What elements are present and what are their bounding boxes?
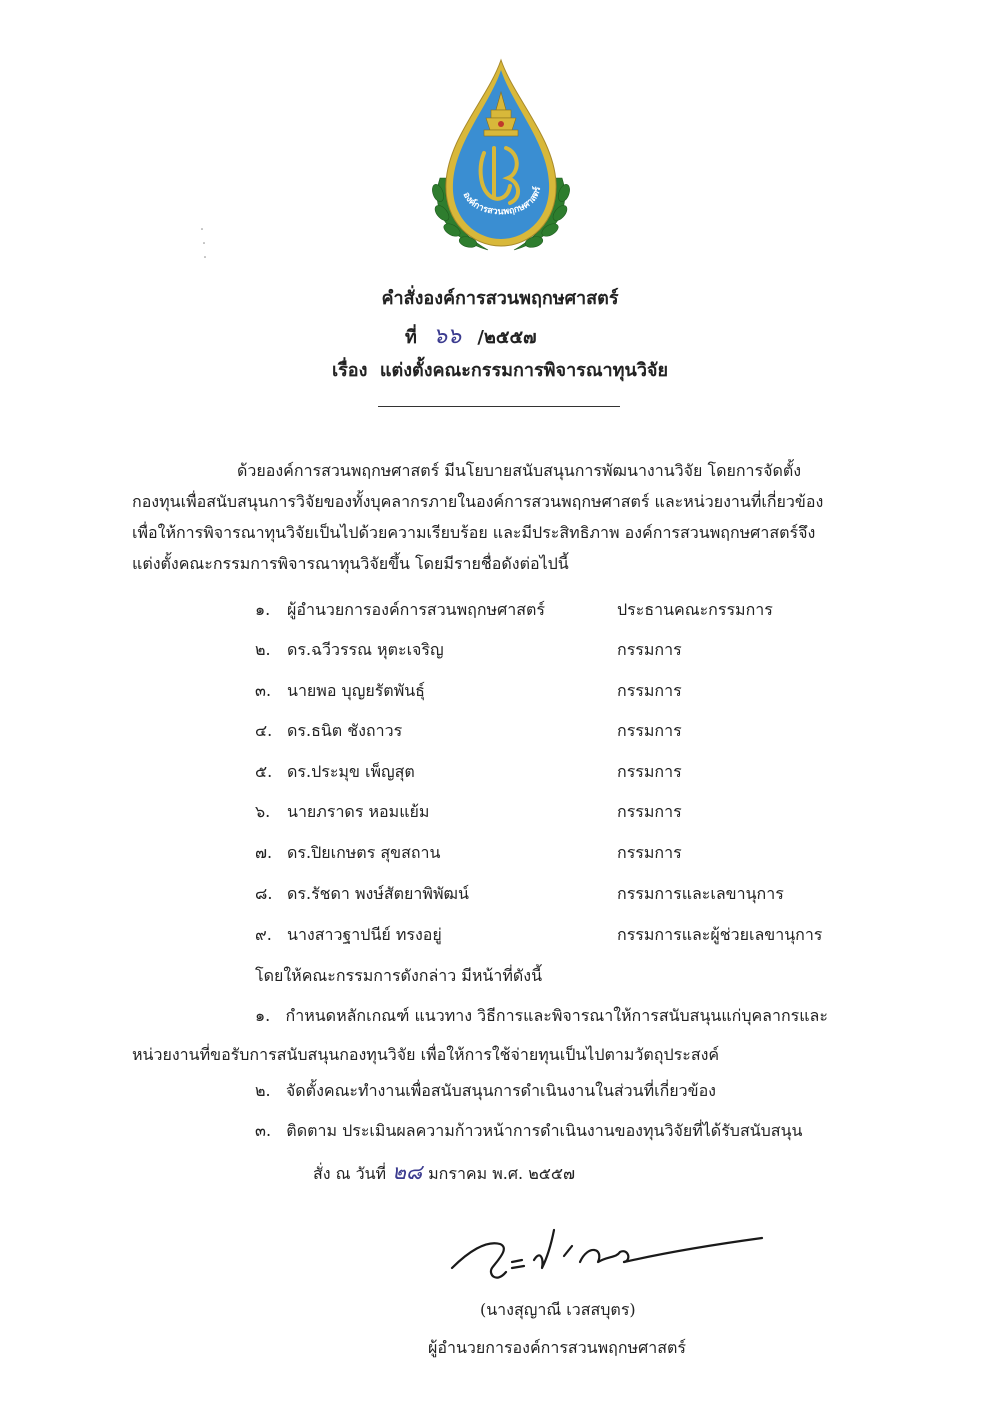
member-name: นายพอ บุญยรัตพันธุ์ <box>287 681 425 700</box>
member-number: ๗. <box>255 843 273 862</box>
member-role: กรรมการ <box>617 843 682 862</box>
member-row <box>255 719 895 749</box>
member-number: ๓. <box>255 681 272 700</box>
duty-text: กำหนดหลักเกณฑ์ แนวทาง วิธีการและพิจารณาให้การสนับสนุนแก่บุคลากรและ <box>285 1006 828 1025</box>
duty-item <box>255 1004 828 1029</box>
date-day-handwritten: ๒๘ <box>392 1160 423 1184</box>
intro-line: เพื่อให้การพิจารณาทุนวิจัยเป็นไปด้วยความเรียบร้อย และมีประสิทธิภาพ องค์การสวนพฤกษศาสตร์จึง <box>132 523 816 542</box>
member-number: ๔. <box>255 721 273 740</box>
member-role: กรรมการ <box>617 681 682 700</box>
order-title: คำสั่งองค์การสวนพฤกษศาสตร์ <box>381 288 619 309</box>
member-name: ดร.ธนิต ชังถาวร <box>287 721 403 740</box>
member-name: นางสาวฐาปนีย์ ทรงอยู่ <box>287 925 442 944</box>
member-row <box>255 679 895 709</box>
member-role: กรรมการ <box>617 640 682 659</box>
order-date <box>313 1156 575 1189</box>
order-number <box>405 318 537 353</box>
subject-text: แต่งตั้งคณะกรรมการพิจารณาทุนวิจัย <box>379 360 669 381</box>
duty-number: ๑. <box>255 1006 271 1025</box>
member-row <box>255 841 895 871</box>
member-row <box>255 638 895 668</box>
member-number: ๖. <box>255 802 271 821</box>
duty-item <box>255 1119 802 1144</box>
order-number-suffix: /๒๕๕๗ <box>477 327 537 348</box>
member-name: ดร.รัชดา พงษ์สัตยาพิพัฒน์ <box>287 884 469 903</box>
member-name: ดร.ประมุข เพ็ญสุต <box>287 762 415 781</box>
order-number-prefix: ที่ <box>405 327 417 348</box>
order-subject <box>0 355 1000 384</box>
member-number: ๕. <box>255 762 273 781</box>
member-role: กรรมการ <box>617 721 682 740</box>
intro-line: แต่งตั้งคณะกรรมการพิจารณาทุนวิจัยขึ้น โดยมีรายชื่อดังต่อไปนี้ <box>132 554 569 573</box>
member-number: ๑. <box>255 600 271 619</box>
intro-line: ด้วยองค์การสวนพฤกษศาสตร์ มีนโยบายสนับสนุนการพัฒนางานวิจัย โดยการจัดตั้ง <box>237 461 802 480</box>
duty-number: ๒. <box>255 1081 271 1100</box>
signatory-title: ผู้อำนวยการองค์การสวนพฤกษศาสตร์ <box>428 1338 686 1357</box>
date-suffix: มกราคม พ.ศ. ๒๕๕๗ <box>428 1164 576 1183</box>
member-role: ประธานคณะกรรมการ <box>617 600 773 619</box>
organization-logo-icon <box>428 58 574 258</box>
duty-item <box>255 1079 716 1104</box>
member-row <box>255 598 895 628</box>
member-role: กรรมการ <box>617 762 682 781</box>
duties-intro: โดยให้คณะกรรมการดังกล่าว มีหน้าที่ดังนี้ <box>255 966 542 985</box>
date-prefix: สั่ง ณ วันที่ <box>313 1164 387 1183</box>
member-role: กรรมการ <box>617 802 682 821</box>
duty-continuation: หน่วยงานที่ขอรับการสนับสนุนกองทุนวิจัย เพื่อให้การใช้จ่ายทุนเป็นไปตามวัตถุประสงค์ <box>132 1045 720 1064</box>
member-row <box>255 800 895 830</box>
member-number: ๙. <box>255 925 272 944</box>
member-row <box>255 760 895 790</box>
order-number-handwritten: ๖๖ <box>433 324 462 349</box>
member-name: ดร.ฉวีวรรณ หุตะเจริญ <box>287 640 444 659</box>
handwritten-signature <box>448 1210 768 1290</box>
member-role: กรรมการและผู้ช่วยเลขานุการ <box>617 925 823 944</box>
margin-marks <box>198 225 210 265</box>
duty-text: ติดตาม ประเมินผลความก้าวหน้าการดำเนินงานของทุนวิจัยที่ได้รับสนับสนุน <box>286 1121 803 1140</box>
duty-number: ๓. <box>255 1121 272 1140</box>
member-number: ๒. <box>255 640 271 659</box>
member-number: ๘. <box>255 884 273 903</box>
member-row <box>255 923 895 953</box>
member-name: ผู้อำนวยการองค์การสวนพฤกษศาสตร์ <box>287 600 545 619</box>
header-divider <box>378 406 620 407</box>
member-row <box>255 882 895 912</box>
member-name: ดร.ปิยเกษตร สุขสถาน <box>287 843 441 862</box>
signatory-name: (นางสุญาณี เวสสบุตร) <box>480 1300 636 1319</box>
member-role: กรรมการและเลขานุการ <box>617 884 784 903</box>
intro-line: กองทุนเพื่อสนับสนุนการวิจัยของทั้งบุคลากรภายในองค์การสวนพฤกษศาสตร์ และหน่วยงานที่เกี่ยวข้อง <box>132 492 824 511</box>
member-name: นายภราดร หอมแย้ม <box>287 802 430 821</box>
intro-paragraph <box>132 455 868 579</box>
duty-text: จัดตั้งคณะทำงานเพื่อสนับสนุนการดำเนินงานในส่วนที่เกี่ยวข้อง <box>285 1081 716 1100</box>
logo-arc-text: องค์การสวนพฤกษศาสตร์ <box>460 185 544 218</box>
subject-label: เรื่อง <box>331 360 368 381</box>
